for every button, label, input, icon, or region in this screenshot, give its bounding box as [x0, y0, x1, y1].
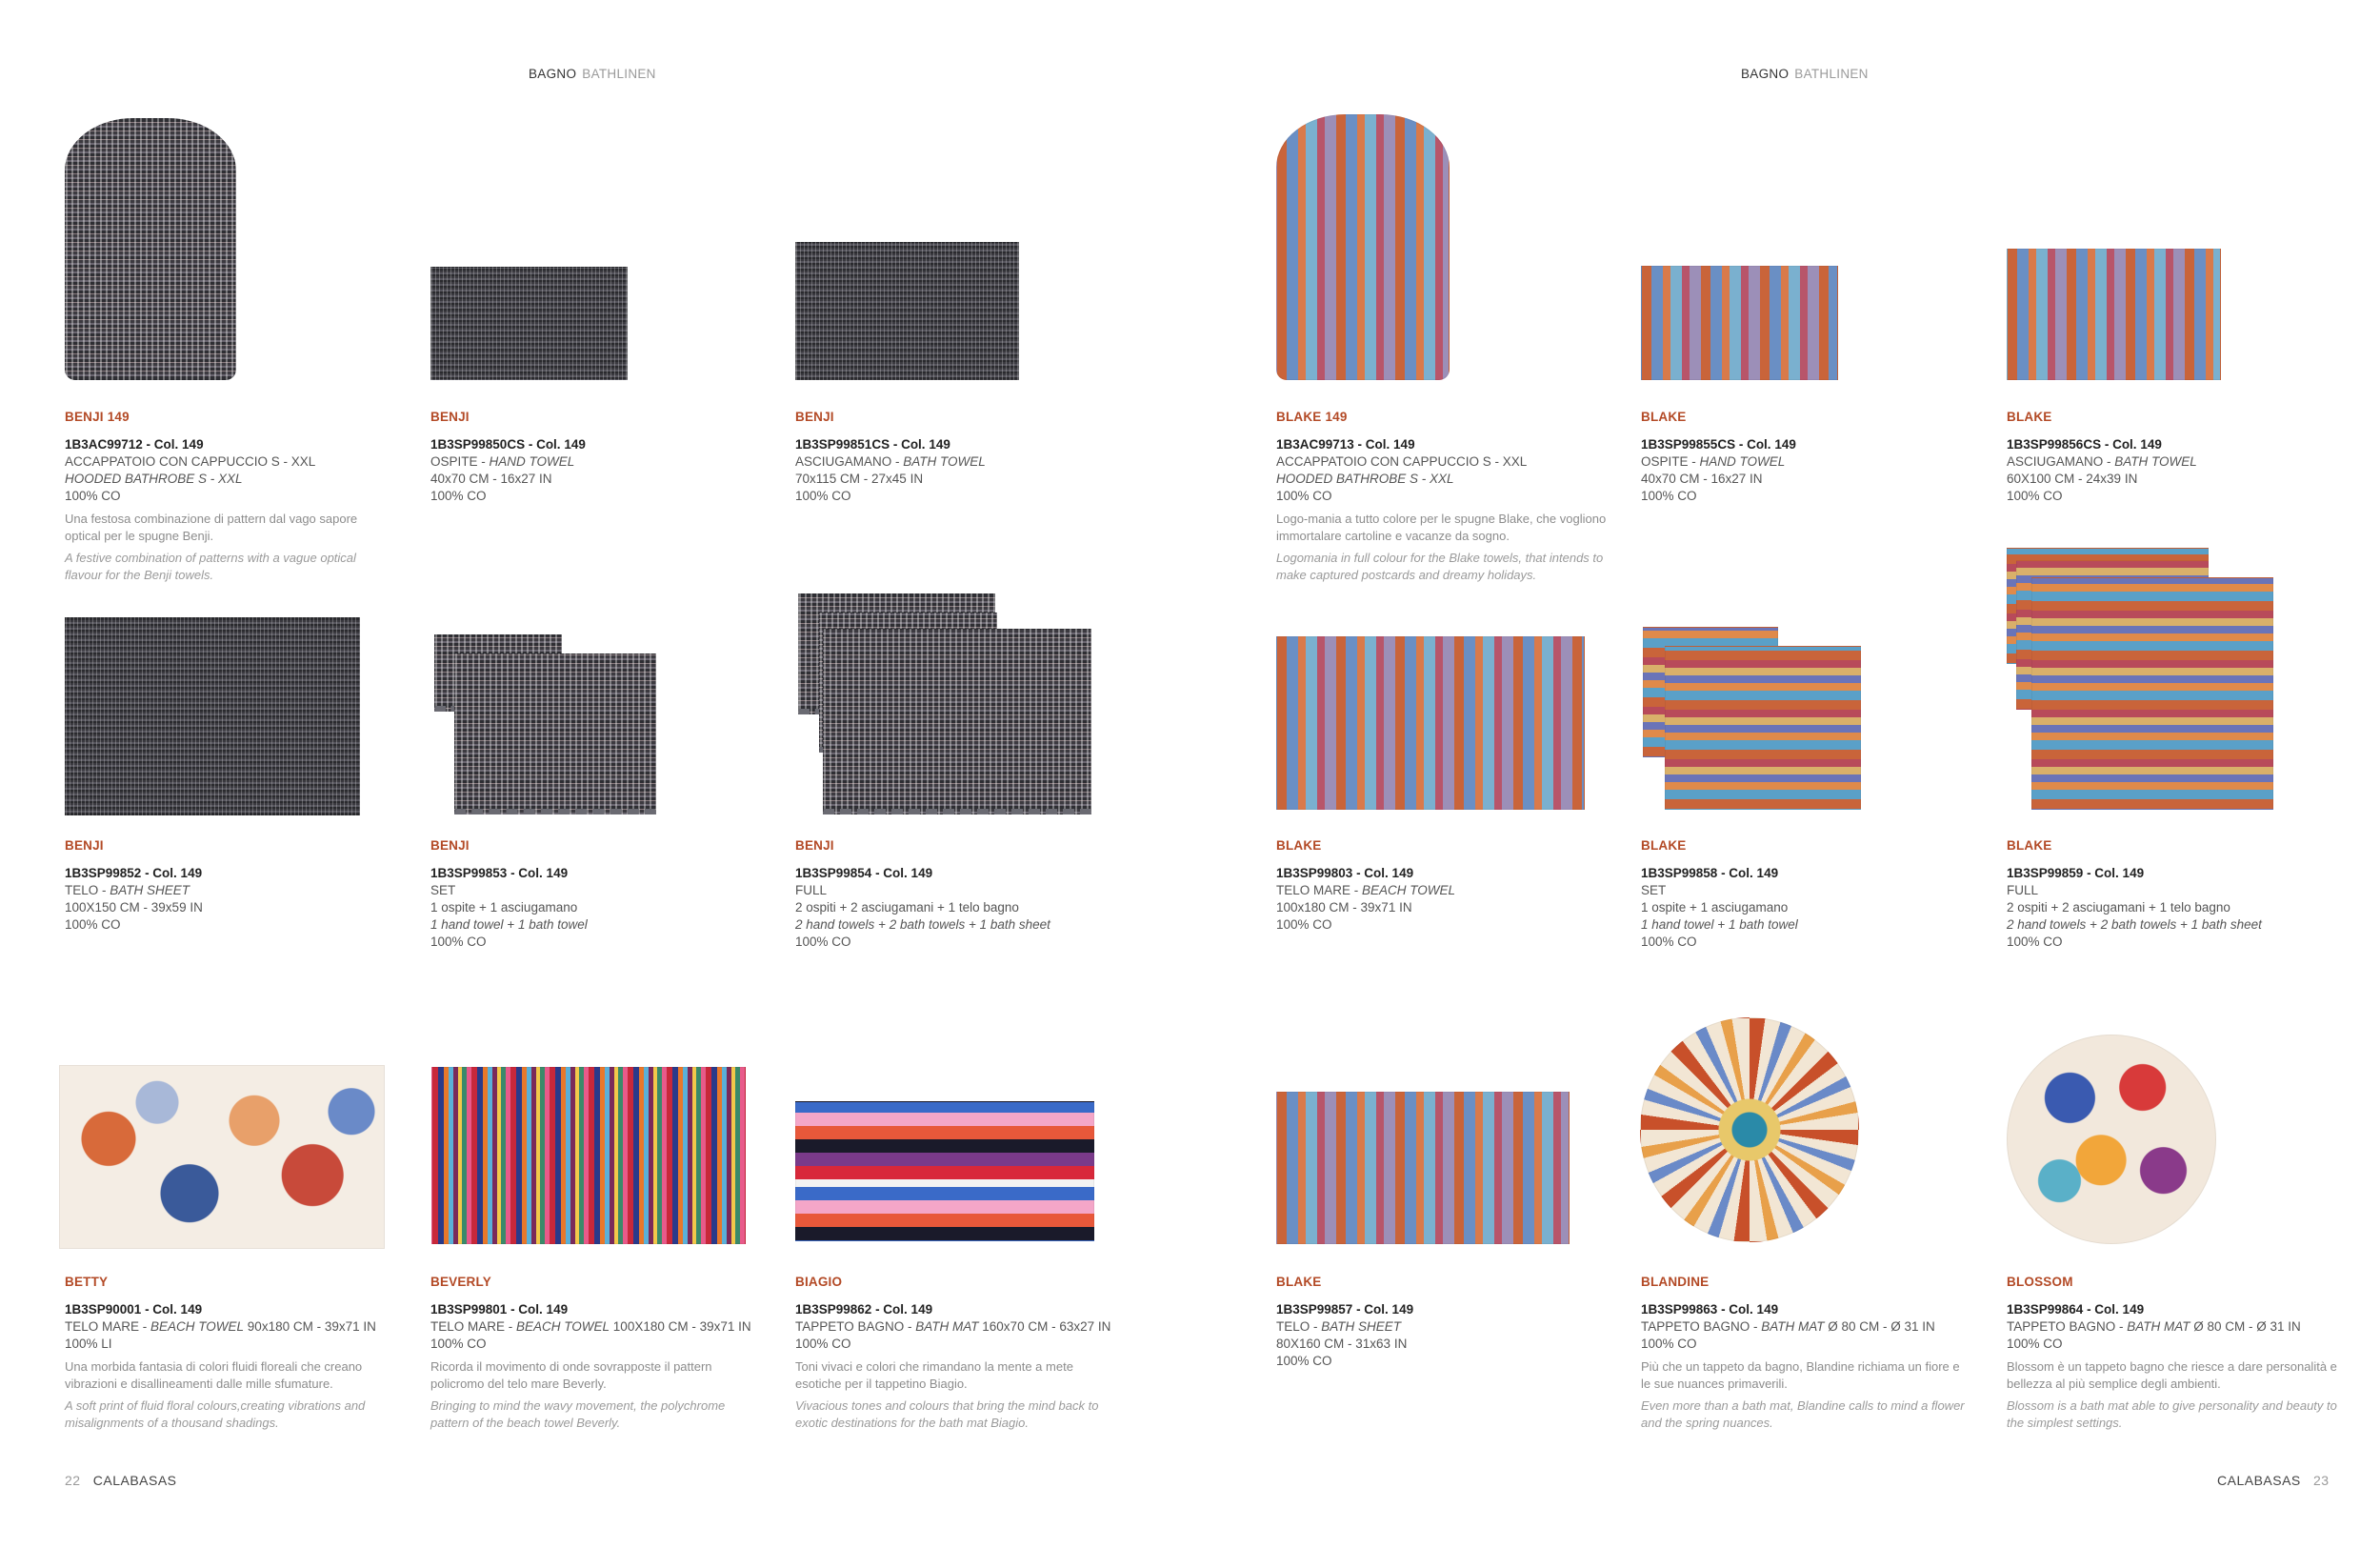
benji-hand-towel-image: [430, 267, 628, 380]
product-material: 100% CO: [795, 935, 851, 949]
blake-bath-sheet-image: [1276, 1092, 1570, 1244]
product-material: 100% CO: [430, 1337, 487, 1351]
product-material: 100% CO: [1641, 489, 1697, 503]
product-description-it: Ricorda il movimento di onde sovrapposte il pattern policromo del telo mare Beverly.: [430, 1359, 712, 1391]
product-description-it: Toni vivaci e colori che rimandano la mente a mete esotiche per il tappetino Biagio.: [795, 1359, 1073, 1391]
product-material: 100% CO: [430, 935, 487, 949]
product-code: 1B3SP99859 - Col. 149: [2007, 866, 2145, 880]
product-type: FULL: [795, 883, 828, 897]
product-description-it: Una morbida fantasia di colori fluidi floreali che creano vibrazioni e disallineamenti dalle mille sfumature.: [65, 1359, 363, 1391]
product-description-en: Even more than a bath mat, Blandine calls to mind a flower and the spring nuances.: [1641, 1398, 1965, 1430]
product-benji-bathrobe: [65, 410, 389, 583]
product-size: 40x70 CM - 16x27 IN: [1641, 472, 1763, 486]
product-size: Ø 80 CM - Ø 31 IN: [1824, 1319, 1935, 1334]
product-material: 100% CO: [65, 917, 121, 932]
product-blake-hand-towel: [1641, 410, 1965, 505]
product-material: 100% CO: [430, 489, 487, 503]
product-name: BLAKE 149: [1276, 410, 1348, 424]
product-benji-bath-towel: [795, 410, 1119, 505]
product-type-en: BATH SHEET: [110, 883, 190, 897]
betty-beach-towel-image: [59, 1065, 385, 1249]
product-description-it: Blossom è un tappeto bagno che riesce a dare personalità e bellezza al più semplice degli ambienti.: [2007, 1359, 2337, 1391]
benji-full-image-front: [823, 629, 1091, 814]
product-blake-bath-towel: [2007, 410, 2330, 505]
product-size: 160x70 CM - 63x27 IN: [978, 1319, 1111, 1334]
product-code: 1B3SP99801 - Col. 149: [430, 1302, 569, 1317]
product-name: BENJI: [430, 410, 470, 424]
product-material: 100% CO: [2007, 1337, 2063, 1351]
product-contents: 1 ospite + 1 asciugamano: [1641, 900, 1789, 915]
product-code: 1B3SP99803 - Col. 149: [1276, 866, 1414, 880]
product-name: BLANDINE: [1641, 1275, 1710, 1289]
product-name: BENJI 149: [65, 410, 130, 424]
product-type-en: BATH SHEET: [1321, 1319, 1402, 1334]
product-type-en: HOODED BATHROBE S - XXL: [1276, 472, 1454, 486]
product-material: 100% LI: [65, 1337, 112, 1351]
product-size: 100X150 CM - 39x59 IN: [65, 900, 203, 915]
product-type: TELO -: [65, 883, 110, 897]
product-name: BLAKE: [1641, 410, 1687, 424]
product-name: BLAKE: [1641, 838, 1687, 853]
product-type-en: BATH TOWEL: [2114, 454, 2197, 469]
product-code: 1B3SP99850CS - Col. 149: [430, 437, 586, 452]
product-type-en: BATH MAT: [1761, 1319, 1825, 1334]
product-code: 1B3AC99712 - Col. 149: [65, 437, 204, 452]
product-type: TAPPETO BAGNO -: [1641, 1319, 1762, 1334]
product-code: 1B3AC99713 - Col. 149: [1276, 437, 1415, 452]
product-name: BETTY: [65, 1275, 109, 1289]
product-benji-bath-sheet: [65, 838, 389, 934]
blake-bath-towel-image: [2007, 249, 2221, 380]
blake-beach-towel-image: [1276, 636, 1585, 810]
blake-bathrobe-image: [1276, 114, 1450, 380]
page-header-right: [1741, 67, 1869, 81]
blandine-bath-mat-image: [1640, 1017, 1859, 1242]
product-type: ACCAPPATOIO CON CAPPUCCIO S - XXL: [65, 454, 316, 469]
header-section: BAGNO: [529, 67, 577, 81]
product-contents-en: 2 hand towels + 2 bath towels + 1 bath sheet: [2007, 917, 2262, 932]
beverly-beach-towel-image: [431, 1067, 746, 1244]
product-type-en: BEACH TOWEL: [150, 1319, 245, 1334]
product-betty: [65, 1275, 389, 1431]
product-size: 40x70 CM - 16x27 IN: [430, 472, 552, 486]
product-type: TELO MARE -: [1276, 883, 1363, 897]
product-description-it: Una festosa combinazione di pattern dal vago sapore optical per le spugne Benji.: [65, 512, 358, 543]
product-code: 1B3SP99854 - Col. 149: [795, 866, 933, 880]
product-benji-set: [430, 838, 754, 951]
product-type-en: BATH MAT: [915, 1319, 979, 1334]
product-material: 100% CO: [1276, 1354, 1332, 1368]
product-name: BLAKE: [1276, 1275, 1322, 1289]
product-material: 100% CO: [1641, 935, 1697, 949]
product-description-en: A soft print of fluid floral colours,creating vibrations and misalignments of a thousand shadings.: [65, 1398, 366, 1430]
product-blake-bathrobe: [1276, 410, 1619, 583]
product-type: ASCIUGAMANO -: [795, 454, 904, 469]
product-type: ACCAPPATOIO CON CAPPUCCIO S - XXL: [1276, 454, 1528, 469]
product-type: SET: [1641, 883, 1667, 897]
product-size: 90x180 CM - 39x71 IN: [244, 1319, 376, 1334]
product-type-en: BEACH TOWEL: [1362, 883, 1456, 897]
product-biagio: [795, 1275, 1119, 1431]
product-size: Ø 80 CM - Ø 31 IN: [2190, 1319, 2301, 1334]
product-type: OSPITE -: [430, 454, 490, 469]
product-name: BENJI: [795, 838, 834, 853]
product-material: 100% CO: [2007, 489, 2063, 503]
page-number: 23: [2312, 1473, 2330, 1488]
product-name: BEVERLY: [430, 1275, 491, 1289]
product-blake-set: [1641, 838, 1965, 951]
product-contents: 1 ospite + 1 asciugamano: [430, 900, 578, 915]
benji-bathrobe-image: [65, 118, 236, 380]
product-type-en: HAND TOWEL: [1699, 454, 1786, 469]
product-size: 80X160 CM - 31x63 IN: [1276, 1337, 1408, 1351]
collection-title: CALABASAS: [92, 1473, 177, 1488]
product-type: TAPPETO BAGNO -: [795, 1319, 916, 1334]
product-material: 100% CO: [795, 1337, 851, 1351]
product-contents-en: 1 hand towel + 1 bath towel: [430, 917, 588, 932]
product-code: 1B3SP99851CS - Col. 149: [795, 437, 950, 452]
product-name: BENJI: [430, 838, 470, 853]
product-name: BIAGIO: [795, 1275, 843, 1289]
product-type-en: BATH TOWEL: [903, 454, 986, 469]
blake-hand-towel-image: [1641, 266, 1838, 380]
product-type: SET: [430, 883, 456, 897]
product-blossom: [2007, 1275, 2340, 1431]
product-code: 1B3SP90001 - Col. 149: [65, 1302, 203, 1317]
product-description-it: Più che un tappeto da bagno, Blandine richiama un fiore e le sue nuances primaverili.: [1641, 1359, 1960, 1391]
product-type: TELO -: [1276, 1319, 1322, 1334]
product-name: BLAKE: [1276, 838, 1322, 853]
benji-bath-sheet-image: [65, 617, 360, 815]
product-benji-full: [795, 838, 1119, 951]
product-code: 1B3SP99857 - Col. 149: [1276, 1302, 1414, 1317]
product-type: TELO MARE -: [65, 1319, 151, 1334]
product-material: 100% CO: [1276, 489, 1332, 503]
benji-set-image-front: [454, 653, 656, 814]
product-code: 1B3SP99855CS - Col. 149: [1641, 437, 1796, 452]
product-code: 1B3SP99858 - Col. 149: [1641, 866, 1779, 880]
product-name: BLAKE: [2007, 410, 2052, 424]
product-blake-bath-sheet: [1276, 1275, 1600, 1370]
product-material: 100% CO: [795, 489, 851, 503]
product-blandine: [1641, 1275, 1965, 1431]
product-type-en: BEACH TOWEL: [516, 1319, 610, 1334]
product-name: BENJI: [65, 838, 104, 853]
header-subsection: BATHLINEN: [582, 67, 656, 81]
product-description-en: Vivacious tones and colours that bring the mind back to exotic destinations for the bath mat Biagio.: [795, 1398, 1099, 1430]
product-type-en: BATH MAT: [2127, 1319, 2190, 1334]
product-code: 1B3SP99856CS - Col. 149: [2007, 437, 2162, 452]
product-type-en: HOODED BATHROBE S - XXL: [65, 472, 243, 486]
product-code: 1B3SP99862 - Col. 149: [795, 1302, 933, 1317]
product-type: FULL: [2007, 883, 2039, 897]
page-header-left: [529, 67, 656, 81]
page-footer-right: [2217, 1473, 2330, 1488]
product-contents-en: 2 hand towels + 2 bath towels + 1 bath sheet: [795, 917, 1050, 932]
product-material: 100% CO: [1641, 1337, 1697, 1351]
blake-set-image-front: [1665, 646, 1861, 810]
product-code: 1B3SP99863 - Col. 149: [1641, 1302, 1779, 1317]
product-code: 1B3SP99852 - Col. 149: [65, 866, 203, 880]
product-size: 100X180 CM - 39x71 IN: [610, 1319, 751, 1334]
product-type-en: HAND TOWEL: [489, 454, 575, 469]
product-name: BENJI: [795, 410, 834, 424]
biagio-bath-mat-image: [795, 1101, 1094, 1241]
product-description-en: Logomania in full colour for the Blake towels, that intends to make captured postcards and dreamy holidays.: [1276, 551, 1604, 582]
product-description-it: Logo-mania a tutto colore per le spugne Blake, che vogliono immortalare cartoline e vacanze da sogno.: [1276, 512, 1607, 543]
product-contents: 2 ospiti + 2 asciugamani + 1 telo bagno: [795, 900, 1019, 915]
product-code: 1B3SP99853 - Col. 149: [430, 866, 569, 880]
header-subsection: BATHLINEN: [1794, 67, 1869, 81]
product-material: 100% CO: [2007, 935, 2063, 949]
product-blake-full: [2007, 838, 2330, 951]
header-section: BAGNO: [1741, 67, 1790, 81]
page-footer-left: [65, 1473, 177, 1488]
product-size: 70x115 CM - 27x45 IN: [795, 472, 924, 486]
product-size: 100x180 CM - 39x71 IN: [1276, 900, 1412, 915]
product-material: 100% CO: [1276, 917, 1332, 932]
product-type: ASCIUGAMANO -: [2007, 454, 2115, 469]
product-material: 100% CO: [65, 489, 121, 503]
benji-bath-towel-image: [795, 242, 1019, 380]
product-code: 1B3SP99864 - Col. 149: [2007, 1302, 2145, 1317]
product-contents-en: 1 hand towel + 1 bath towel: [1641, 917, 1798, 932]
product-benji-hand-towel: [430, 410, 754, 505]
product-beverly: [430, 1275, 754, 1431]
product-type: TAPPETO BAGNO -: [2007, 1319, 2128, 1334]
product-size: 60X100 CM - 24x39 IN: [2007, 472, 2138, 486]
product-description-en: Blossom is a bath mat able to give personality and beauty to the simplest settings.: [2007, 1398, 2337, 1430]
product-contents: 2 ospiti + 2 asciugamani + 1 telo bagno: [2007, 900, 2230, 915]
product-type: OSPITE -: [1641, 454, 1700, 469]
product-type: TELO MARE -: [430, 1319, 517, 1334]
blossom-bath-mat-image: [2007, 1035, 2216, 1244]
product-blake-beach-towel: [1276, 838, 1600, 934]
product-description-en: A festive combination of patterns with a vague optical flavour for the Benji towels.: [65, 551, 356, 582]
page-number: 22: [65, 1473, 81, 1488]
product-description-en: Bringing to mind the wavy movement, the polychrome pattern of the beach towel Beverly.: [430, 1398, 726, 1430]
product-name: BLOSSOM: [2007, 1275, 2073, 1289]
collection-title: CALABASAS: [2217, 1473, 2301, 1488]
blake-full-image-front: [2031, 577, 2273, 810]
product-name: BLAKE: [2007, 838, 2052, 853]
